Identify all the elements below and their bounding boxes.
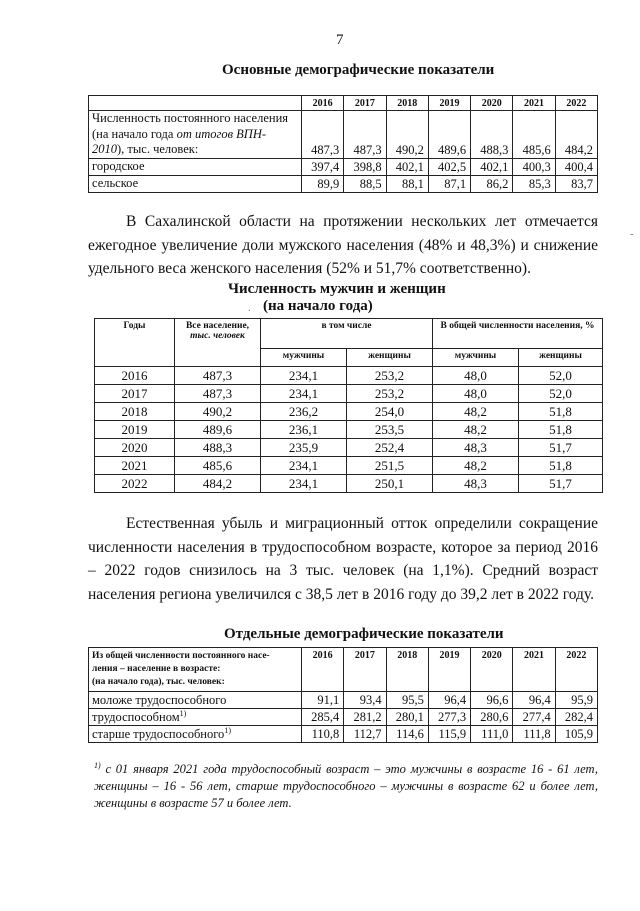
header-men-pct: мужчины (433, 349, 519, 367)
cell-women: 252,4 (347, 439, 433, 457)
cell-value: 86,2 (471, 175, 513, 192)
cell-value: 95,5 (386, 692, 428, 709)
cell-women: 254,0 (347, 403, 433, 421)
scan-speck: . (248, 302, 251, 314)
cell-value: 277,3 (428, 709, 470, 726)
label-text: (на начало года (92, 126, 177, 141)
cell-year: 2016 (95, 367, 175, 385)
cell-men-pct: 48,2 (433, 457, 519, 475)
year-header: 2021 (513, 96, 555, 111)
cell-value: 96,6 (471, 692, 513, 709)
cell-men-pct: 48,0 (433, 385, 519, 403)
row-label-urban: городское (89, 158, 302, 175)
main-indicators-table (88, 95, 598, 193)
cell-value: 489,6 (428, 111, 470, 159)
section2-title-line2: (на начало года) (263, 298, 373, 314)
year-header: 2017 (344, 648, 386, 692)
cell-value: 89,9 (302, 175, 344, 192)
cell-men-pct: 48,3 (433, 475, 519, 493)
cell-value: 115,9 (428, 726, 470, 743)
cell-women: 253,5 (347, 421, 433, 439)
header-total (175, 319, 261, 367)
cell-men: 234,1 (261, 475, 347, 493)
cell-men: 236,1 (261, 421, 347, 439)
cell-women-pct: 51,8 (519, 421, 603, 439)
header-women-pct: женщины (519, 349, 603, 367)
cell-value: 112,7 (344, 726, 386, 743)
table-row (95, 385, 603, 403)
header-incl: в том числе (261, 319, 433, 349)
table-row (95, 439, 603, 457)
cell-value: 111,0 (471, 726, 513, 743)
table-row (95, 457, 603, 475)
cell-men-pct: 48,0 (433, 367, 519, 385)
cell-value: 88,1 (386, 175, 428, 192)
cell-value: 402,1 (386, 158, 428, 175)
men-women-table (94, 318, 603, 493)
cell-value: 105,9 (555, 726, 597, 743)
cell-value: 91,1 (302, 692, 344, 709)
header-line: ления – население в возрасте: (92, 664, 221, 674)
row-label (89, 726, 302, 743)
cell-value: 488,3 (471, 111, 513, 159)
cell-value: 400,3 (513, 158, 555, 175)
row-label (89, 692, 302, 709)
cell-year: 2018 (95, 403, 175, 421)
cell-value: 490,2 (386, 111, 428, 159)
row-label-text: трудоспособном (92, 710, 180, 725)
cell-value: 88,5 (344, 175, 386, 192)
header-women: женщины (347, 349, 433, 367)
header-line: (на начало года), тыс. человек: (92, 677, 225, 687)
table-row (89, 175, 598, 192)
table-header-row (89, 648, 598, 692)
row-label-total (89, 111, 302, 159)
year-header: 2021 (513, 648, 555, 692)
section1-title: Основные демографические показатели (222, 62, 495, 78)
year-header: 2019 (428, 96, 470, 111)
cell-women-pct: 51,8 (519, 403, 603, 421)
label-text-italic: от итогов ВПН- (176, 126, 267, 141)
year-header: 2016 (302, 96, 344, 111)
cell-men: 235,9 (261, 439, 347, 457)
cell-women-pct: 51,7 (519, 475, 603, 493)
label-text: ), тыс. человек: (117, 142, 199, 156)
row-label-text: старше трудоспособного (92, 727, 225, 742)
cell-women: 251,5 (347, 457, 433, 475)
header-empty (89, 96, 302, 111)
year-header: 2017 (344, 96, 386, 111)
cell-men: 236,2 (261, 403, 347, 421)
header-years: Годы (95, 319, 175, 367)
cell-total: 490,2 (175, 403, 261, 421)
footnote (94, 757, 598, 812)
cell-value: 280,6 (471, 709, 513, 726)
table-header-row (89, 96, 598, 111)
header-total-line2: тыс. человек (190, 331, 245, 341)
cell-value: 397,4 (302, 158, 344, 175)
header-line: Из общей численности постоянного насе- (92, 651, 270, 661)
footnote-ref: 1) (179, 709, 187, 718)
cell-value: 114,6 (386, 726, 428, 743)
cell-value: 400,4 (555, 158, 597, 175)
cell-value: 83,7 (555, 175, 597, 192)
year-header: 2018 (386, 96, 428, 111)
cell-men-pct: 48,3 (433, 439, 519, 457)
cell-total: 487,3 (175, 367, 261, 385)
cell-year: 2022 (95, 475, 175, 493)
paragraph-2: Естественная убыль и миграционный отток определили сокращение численности населения в трудоспособном возрасте, которое за период 2016 – 2022 годов снизилось на 3 тыс. человек (на 1,1%). Средний возраст населения региона увеличился с 38,5 лет в 2016 году до 39,2 лет в 2022 году. (88, 515, 598, 603)
cell-men-pct: 48,2 (433, 403, 519, 421)
cell-value: 95,9 (555, 692, 597, 709)
footnote-marker: 1) (94, 761, 101, 770)
paragraph-1: В Сахалинской области на протяжении нескольких лет отмечается ежегодное увеличение доли мужского населения (48% и 48,3%) и снижение удельного веса женского населения (52% и 51,7% соответственно). (88, 213, 598, 277)
row-label (89, 709, 302, 726)
cell-women-pct: 51,8 (519, 457, 603, 475)
page-number: 7 (336, 32, 344, 48)
table-row (89, 692, 598, 709)
age-groups-header (89, 648, 302, 692)
cell-value: 96,4 (513, 692, 555, 709)
header-men: мужчины (261, 349, 347, 367)
cell-year: 2020 (95, 439, 175, 457)
cell-men: 234,1 (261, 367, 347, 385)
cell-women-pct: 51,7 (519, 439, 603, 457)
cell-value: 93,4 (344, 692, 386, 709)
age-groups-table (88, 647, 598, 743)
cell-value: 110,8 (302, 726, 344, 743)
age-groups-table-body (89, 692, 598, 743)
footnote-text: с 01 января 2021 года трудоспособный возраст – это мужчины в возрасте 16 - 61 лет, женщины – 16 - 56 лет, старше трудоспособного – мужчины в возрасте 62 и более лет, женщины в возрасте 57 и более лет. (94, 762, 598, 811)
header-total-line1: Все население, (185, 321, 250, 331)
year-header: 2018 (386, 648, 428, 692)
table-row (89, 111, 598, 159)
cell-men: 234,1 (261, 457, 347, 475)
row-label-text: моложе трудоспособного (92, 692, 227, 707)
label-text: Численность постоянного населения (92, 111, 289, 125)
cell-year: 2019 (95, 421, 175, 439)
cell-value: 282,4 (555, 709, 597, 726)
cell-value: 277,4 (513, 709, 555, 726)
label-text-italic: 2010 (92, 142, 117, 156)
section2-title-line1: Численность мужчин и женщин (228, 281, 446, 297)
table-row (95, 403, 603, 421)
table-row (95, 421, 603, 439)
year-header: 2022 (555, 648, 597, 692)
footnote-ref: 1) (224, 726, 231, 736)
cell-value: 96,4 (428, 692, 470, 709)
cell-women-pct: 52,0 (519, 367, 603, 385)
cell-women: 253,2 (347, 385, 433, 403)
cell-value: 484,2 (555, 111, 597, 159)
cell-value: 485,6 (513, 111, 555, 159)
cell-value: 85,3 (513, 175, 555, 192)
cell-value: 87,1 (428, 175, 470, 192)
cell-total: 487,3 (175, 385, 261, 403)
section3-title: Отдельные демографические показатели (224, 626, 504, 642)
table-row (95, 367, 603, 385)
table-row (89, 709, 598, 726)
cell-value: 402,5 (428, 158, 470, 175)
table-row (89, 158, 598, 175)
cell-value: 111,8 (513, 726, 555, 743)
cell-value: 402,1 (471, 158, 513, 175)
cell-total: 489,6 (175, 421, 261, 439)
year-header: 2016 (302, 648, 344, 692)
cell-value: 487,3 (302, 111, 344, 159)
header-share: В общей численности населения, % (433, 319, 603, 349)
cell-value: 285,4 (302, 709, 344, 726)
cell-total: 484,2 (175, 475, 261, 493)
cell-value: 280,1 (386, 709, 428, 726)
table-row (95, 475, 603, 493)
scan-speck: - (630, 228, 634, 240)
cell-value: 281,2 (344, 709, 386, 726)
cell-year: 2017 (95, 385, 175, 403)
year-header: 2020 (471, 96, 513, 111)
year-header: 2022 (555, 96, 597, 111)
year-header: 2020 (471, 648, 513, 692)
row-label-rural: сельское (89, 175, 302, 192)
cell-men-pct: 48,2 (433, 421, 519, 439)
cell-total: 485,6 (175, 457, 261, 475)
cell-value: 398,8 (344, 158, 386, 175)
cell-men: 234,1 (261, 385, 347, 403)
cell-women-pct: 52,0 (519, 385, 603, 403)
cell-women: 250,1 (347, 475, 433, 493)
men-women-table-body (95, 367, 603, 493)
cell-women: 253,2 (347, 367, 433, 385)
cell-year: 2021 (95, 457, 175, 475)
cell-total: 488,3 (175, 439, 261, 457)
table-header-row (95, 319, 603, 349)
table-row (89, 726, 598, 743)
cell-value: 487,3 (344, 111, 386, 159)
year-header: 2019 (428, 648, 470, 692)
